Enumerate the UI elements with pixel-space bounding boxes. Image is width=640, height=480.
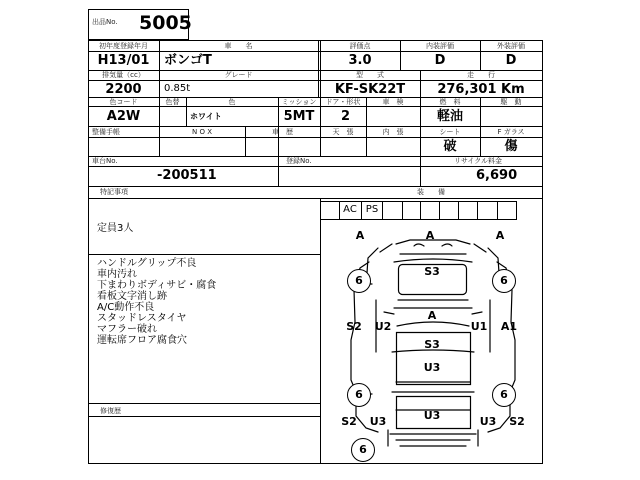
recycle-value: 6,690 [476, 168, 518, 183]
note-item: マフラー破れ [97, 324, 157, 335]
tire-front-left: 6 [347, 269, 371, 293]
fuel-value: 軽油 [436, 109, 463, 124]
doors-value: 2 [341, 109, 351, 124]
note-item: 運転席フロア腐食穴 [97, 335, 187, 346]
tire-rear-right: 6 [492, 383, 516, 407]
damage-u3-rear-right: U3 [479, 415, 497, 428]
damage-u3-rear-left: U3 [369, 415, 387, 428]
mileage-value: 276,301 Km [437, 82, 525, 97]
reg-no-label: 登録No. [286, 157, 312, 165]
exterior-value: D [505, 53, 517, 68]
maintenance-label: 整備手帳 [92, 128, 120, 136]
damage-a1-right: A1 [500, 320, 518, 333]
car-name-value: ボンゴT [164, 53, 212, 68]
grade-label: グレード [224, 71, 253, 79]
damage-a-front-left: A [355, 229, 365, 242]
history-label: 車 歴 [272, 128, 293, 136]
color-code-value: A2W [106, 109, 141, 124]
damage-a-center: A [427, 309, 437, 322]
color-change-label: 色替 [165, 98, 180, 106]
note-item: A/C動作不良 [97, 302, 155, 313]
tire-spare: 6 [351, 438, 375, 462]
roof-label: 天 張 [332, 128, 354, 136]
damage-s2-left: S2 [346, 320, 362, 333]
note-item: ハンドルグリップ不良 [97, 258, 197, 269]
damage-u3-mid: U3 [423, 361, 441, 374]
score-label: 評価点 [349, 42, 371, 50]
inner-lining-label: 内 張 [382, 128, 404, 136]
exterior-label: 外装評価 [497, 42, 525, 50]
tire-rear-left: 6 [347, 383, 371, 407]
doors-label: ドア・形状 [325, 98, 361, 106]
seat-value: 破 [443, 139, 457, 154]
interior-label: 内装評価 [426, 42, 454, 50]
damage-u2-left: U2 [374, 320, 392, 333]
damage-s2-rear-left: S2 [341, 415, 357, 428]
damage-a-front-right: A [495, 229, 505, 242]
first-reg-value: H13/01 [97, 53, 150, 68]
note-item: 車内汚れ [97, 269, 137, 280]
note-item: スタッドレスタイヤ [97, 313, 187, 324]
f-glass-value: 傷 [504, 139, 518, 154]
chassis-no-label: 車台No. [92, 157, 118, 165]
grade-value: 0.85t [164, 83, 191, 94]
color-code-label: 色コード [109, 98, 138, 106]
tire-front-right: 6 [492, 269, 516, 293]
car-name-label: 車 名 [224, 42, 253, 50]
mission-value: 5MT [283, 109, 315, 124]
mission-label: ミッション [281, 98, 317, 106]
inspection-label: 車 検 [382, 98, 404, 106]
fuel-label: 燃 料 [439, 98, 461, 106]
interior-value: D [434, 53, 446, 68]
note-item: 下まわりボディサビ・腐食 [97, 280, 217, 291]
damage-u3-bed: U3 [423, 409, 441, 422]
model-label: 型 式 [356, 71, 384, 79]
displacement-label: 排気量（cc） [102, 71, 145, 79]
lot-label: 出品No. [92, 18, 118, 26]
damage-s2-rear-right: S2 [509, 415, 525, 428]
damage-s3-mid: S3 [424, 338, 440, 351]
score-value: 3.0 [348, 53, 372, 68]
seat-label: シート [439, 128, 461, 136]
first-reg-label: 初年度登録年月 [99, 42, 148, 50]
capacity-note: 定員3人 [97, 223, 134, 234]
equipment-ps: PS [365, 204, 379, 215]
equipment-ac: AC [343, 204, 357, 215]
lot-number: 5005 [139, 12, 192, 34]
recycle-label: リサイクル料金 [454, 157, 503, 165]
damage-s3-roof: S3 [424, 265, 440, 278]
note-item: 看板文字消し跡 [97, 291, 167, 302]
color-label: 色 [228, 98, 236, 106]
mileage-label: 走 行 [467, 71, 495, 79]
repair-label: 修復歴 [100, 407, 121, 415]
nox-label: N O X [192, 128, 212, 136]
f-glass-label: F ガラス [497, 128, 525, 136]
damage-a-front-center: A [425, 229, 435, 242]
displacement-value: 2200 [105, 82, 142, 97]
notes-header: 特記事項 [100, 188, 128, 196]
chassis-no-value: -200511 [157, 168, 217, 183]
equipment-header: 装 備 [417, 188, 445, 196]
color-value: ホワイト [190, 112, 222, 121]
damage-u1-right: U1 [470, 320, 488, 333]
drive-label: 駆 動 [500, 98, 522, 106]
model-value: KF-SK22T [334, 82, 406, 97]
